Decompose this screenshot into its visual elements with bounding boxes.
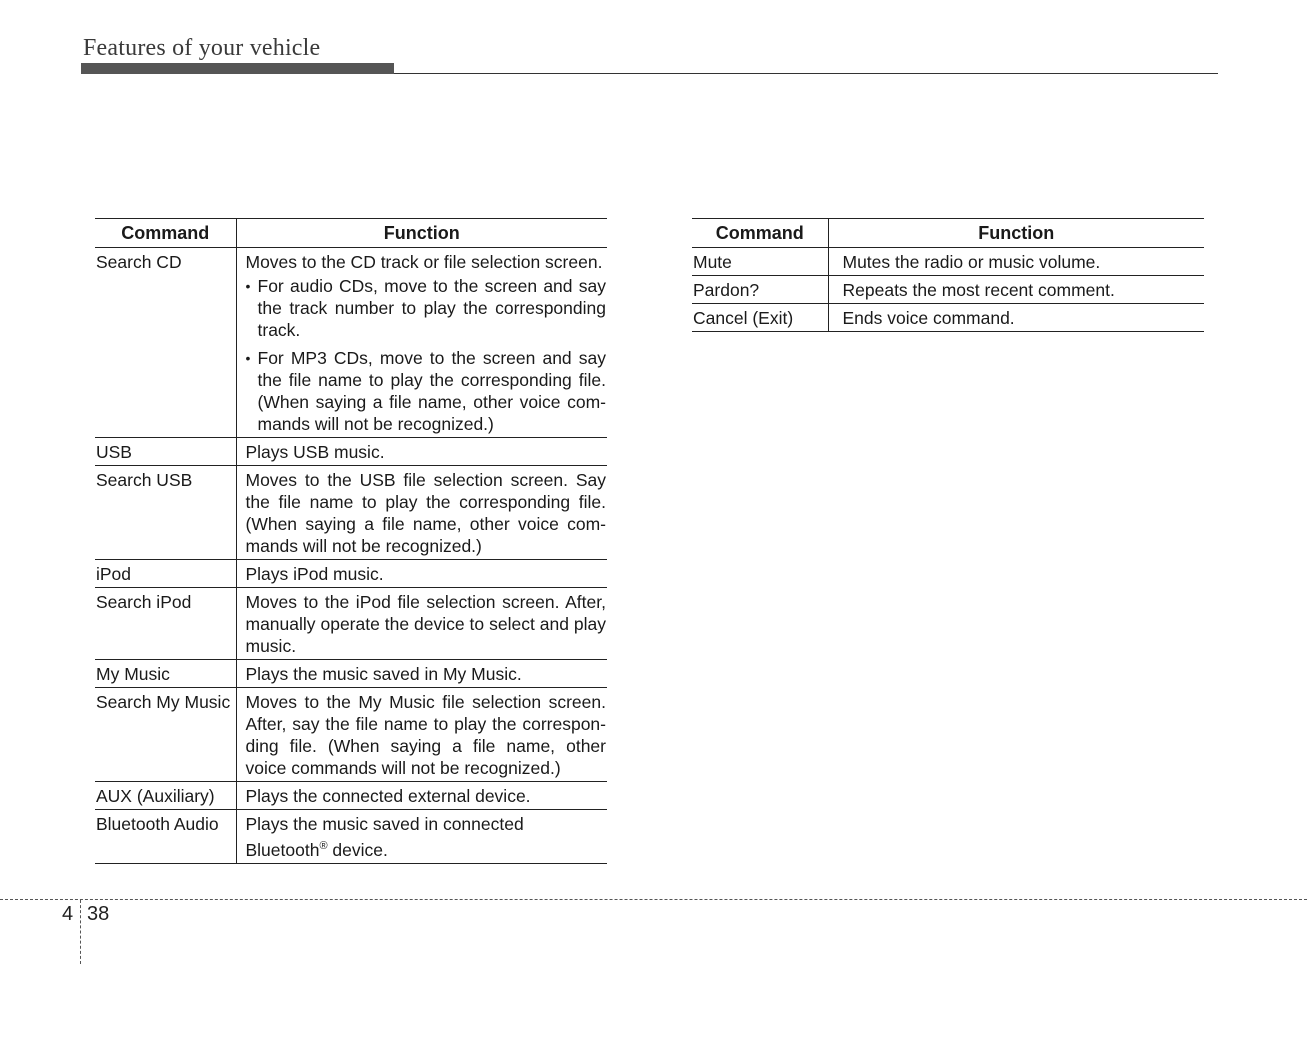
voice-commands-table-left	[95, 218, 607, 864]
table-row	[95, 782, 607, 810]
command-cell: AUX (Auxiliary)	[95, 782, 236, 810]
table-row	[692, 248, 1204, 276]
command-cell: Search USB	[95, 466, 236, 560]
function-column-header: Function	[236, 219, 607, 248]
command-cell: USB	[95, 438, 236, 466]
command-cell: iPod	[95, 560, 236, 588]
table-row	[692, 276, 1204, 304]
command-cell: Search CD	[95, 248, 236, 438]
command-column-header: Command	[692, 219, 828, 248]
table-header-row	[692, 219, 1204, 248]
table-row	[95, 560, 607, 588]
table-row	[95, 688, 607, 782]
bullet-dot: •	[245, 350, 251, 366]
footer-dashed-rule	[0, 899, 1307, 900]
command-cell: My Music	[95, 660, 236, 688]
command-cell: Cancel (Exit)	[692, 304, 828, 332]
command-cell: Pardon?	[692, 276, 828, 304]
command-column-header: Command	[95, 219, 236, 248]
function-cell: Plays USB music.	[236, 438, 607, 466]
bullet-text: For audio CDs, move to the screen and say the track number to play the corresponding track.	[257, 276, 606, 340]
table-row	[95, 438, 607, 466]
bullet-item	[246, 275, 607, 341]
function-text-tail: device.	[327, 839, 388, 860]
command-cell: Bluetooth Audio	[95, 810, 236, 864]
function-text: Moves to the CD track or file selection screen.	[245, 252, 603, 272]
function-cell	[236, 248, 607, 438]
table-row	[95, 466, 607, 560]
command-cell: Search My Music	[95, 688, 236, 782]
bullet-text: For MP3 CDs, move to the screen and say the file name to play the corresponding file. (When saying a file name, other voice com- mands will not be recognized.)	[257, 348, 606, 434]
function-text: Plays the music saved in connected Bluetooth	[245, 814, 524, 860]
chapter-number: 4	[62, 903, 74, 925]
table-header-row	[95, 219, 607, 248]
command-cell: Search iPod	[95, 588, 236, 660]
voice-commands-table-right	[692, 218, 1204, 332]
table-row	[95, 660, 607, 688]
function-cell: Moves to the iPod file selection screen. After, manually operate the device to select and play music.	[236, 588, 607, 660]
function-cell: Moves to the My Music file selection screen. After, say the file name to play the correspon- ding file. (When saying a file name, other voice commands will not be recognized.)	[236, 688, 607, 782]
function-cell: Plays the connected external device.	[236, 782, 607, 810]
bullet-dot: •	[245, 278, 251, 294]
function-cell: Plays iPod music.	[236, 560, 607, 588]
table-row	[692, 304, 1204, 332]
header-thick-rule	[81, 63, 394, 74]
bullet-item	[246, 347, 607, 435]
function-cell: Plays the music saved in My Music.	[236, 660, 607, 688]
command-cell: Mute	[692, 248, 828, 276]
table-row	[95, 588, 607, 660]
function-cell: Repeats the most recent comment.	[828, 276, 1204, 304]
function-cell: Ends voice command.	[828, 304, 1204, 332]
function-cell: Mutes the radio or music volume.	[828, 248, 1204, 276]
table-row	[95, 248, 607, 438]
page-header-title: Features of your vehicle	[83, 35, 321, 61]
function-cell: Moves to the USB file selection screen. Say the file name to play the corresponding file. (When saying a file name, other voice com- mands will not be recognized.)	[236, 466, 607, 560]
registered-mark: ®	[319, 840, 328, 852]
footer-vertical-dashed-rule	[80, 900, 81, 964]
header-thin-rule	[394, 73, 1218, 74]
page-number: 38	[87, 903, 110, 925]
function-column-header: Function	[828, 219, 1204, 248]
function-cell	[236, 810, 607, 864]
table-row	[95, 810, 607, 864]
